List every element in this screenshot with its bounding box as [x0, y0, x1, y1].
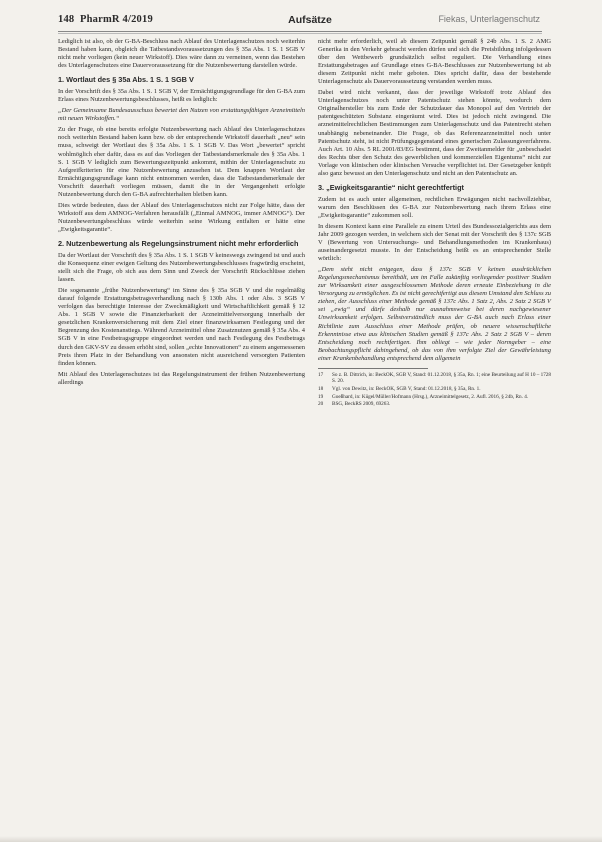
paragraph: Mit Ablauf des Unterlagenschutzes ist das Regelungsinstrument der frühen Nutzenbewertung allerdings	[58, 370, 305, 386]
footnote-number: 20	[318, 401, 324, 408]
paragraph: Da der Wortlaut der Vorschrift des § 35a Abs. 1 S. 1 SGB V keineswegs zwingend ist und auch die Konsequenz einer ewigen Geltung des Nutzenbewertungsbeschlusses fragwürdig erscheint, stellt sich die Frage, ob sich aus dem Sinn und Zweck der Vorschrift Rückschlüsse ziehen lassen.	[58, 251, 305, 284]
page-number: 148	[58, 14, 75, 25]
footnote-number: 17	[318, 371, 324, 378]
right-column	[318, 38, 551, 409]
section-label: Aufsätze	[288, 14, 332, 26]
paragraph: In diesem Kontext kann eine Parallele zu einem Urteil des Bundessozialgerichts aus dem Jahr 2009 gezogen werden, in welchem sich der Senat mit der Vorschrift des § 137c SGB V (Bewertung von Untersuchungs- und Behandlungsmethoden im Krankenhaus) auseinandergesetzt musste. In der Entscheidung heißt es an entsprechender Stelle wörtlich:	[318, 222, 551, 263]
paragraph: Die sogenannte „frühe Nutzenbewertung“ im Sinne des § 35a SGB V und die regelmäßig darauf folgende Erstattungsbetragsverhandlung nach § 130b Abs. 1 oder Abs. 3 SGB V verfolgen das berechtigte Interesse der Zweckmäßigkeit und Wirtschaftlichkeit gemäß § 12 Abs. 1 SGB V sowie die Finanzierbarkeit der Arzneimittelversorgung innerhalb der gesetzlichen Krankenversicherung mit dem Ziel einer finanzwirksamen Festlegung und der Begrenzung des Kostenanstiegs. Während Arzneimittel ohne Zusatznutzen gemäß § 35a Abs. 4 SGB V in eine Festbetragsgruppe eingeordnet werden und nach Festlegung des Festbetrags durch den GKV-SV zu dessen erhöht sind, sollen „echte Innovationen“ zu einem angemessenen Preis ihren Platz in der Behandlung von ansonsten nicht ausreichend versorgten Patienten finden können.	[58, 287, 305, 367]
page-edge-shadow	[0, 836, 602, 842]
quotation: „Der Gemeinsame Bundesausschuss bewertet den Nutzen von erstattungsfähigen Arzneimitteln mit neuen Wirkstoffen.“	[58, 107, 305, 123]
footnote	[318, 394, 551, 401]
footnote-text: BSG, BeckRS 2009, 69263.	[332, 401, 391, 408]
paragraph: Dies würde bedeuten, dass der Ablauf des Unterlagenschutzes nicht zur Folge hätte, dass der Wirkstoff aus dem AMNOG-Verfahren herausfällt („Einmal AMNOG, immer AMNOG“). Der Nutzenbewertungsbeschluss würde weiterhin seine Wirkung entfalten er hätte eine „Ewigkeitsgarantie“.	[58, 201, 305, 233]
footnotes	[318, 372, 551, 408]
footnote-text: Goeßhard, in: Kügel/Müller/Hofmann (Hrsg.), Arzneimittelgesetz, 2. Aufl. 2016, § 24b, Rn. 4.	[332, 393, 529, 400]
footnote-number: 19	[318, 393, 324, 400]
paragraph: Zudem ist es auch unter allgemeinen, rechtlichen Erwägungen nicht nachvollziehbar, warum den Beschlüssen des G-BA zur Nutzenbewertung nach ihrem Erlass eine „Ewigkeitsgarantie“ zukommen soll.	[318, 195, 551, 219]
section-heading: 2. Nutzenbewertung als Regelungsinstrument nicht mehr erforderlich	[58, 238, 299, 248]
paragraph: In der Vorschrift des § 35a Abs. 1 S. 1 SGB V, der Ermächtigungsgrundlage für den G-BA zum Erlass eines Nutzenbewertungsbeschlusses, heißt es lediglich:	[58, 88, 305, 104]
header-divider-secondary	[58, 33, 542, 34]
paragraph: Lediglich ist also, ob der G-BA-Beschluss nach Ablauf des Unterlagenschutzes noch weiterhin Bestand haben kann, obgleich die Tatbestandsvoraussetzungen des § 35a Abs. 1 S. 1 SGB V nicht mehr vorliegen (kein neuer Wirkstoff). Dies wäre dann zu verneinen, wenn das Bestehen des Unterlagenschutzes eine Dauervoraussetzung für die Nutzenbewertung darstellen würde.	[58, 38, 305, 70]
section-heading: 1. Wortlaut des § 35a Abs. 1 S. 1 SGB V	[58, 75, 194, 85]
footnote	[318, 386, 551, 393]
footnote-number: 18	[318, 385, 324, 392]
footnote	[318, 401, 551, 408]
section-heading: 3. „Ewigkeitsgarantie“ nicht gerechtfertigt	[318, 182, 464, 192]
footnote	[318, 372, 551, 385]
header-page-journal	[58, 14, 153, 25]
paragraph: Zu der Frage, ob eine bereits erfolgte Nutzenbewertung nach Ablauf des Unterlagenschutzes noch weiterhin Bestand haben kann bzw. ob der entsprechende Wirkstoff dauerhaft „neu“ sein muss, schweigt der Wortlaut des § 35a Abs. 1 S. 1 SGB V. Das Wort „bewertet“ spricht wohlmöglich eher dafür, dass es auf das Vorliegen der Tatbestandsmerkmale des § 35a Abs. 1 S. 1 SGB V lediglich zum Bewertungszeitpunkt ankommt, mithin der Unterlagenschutz zu Aufgreifkriterien für eine Nutzenbewertung anzusehen ist. Dem knappen Wortlaut der Ermächtigungsgrundlage kann nicht entnommen werden, dass die Tatbestandsmerkmale der Vorschrift dauerhaft vorliegen müssen, damit die in der Vergangenheit erfolgte Nutzenbewertung durch den G-BA aufrechterhalten bleiben kann.	[58, 126, 305, 198]
journal-name: PharmR 4/2019	[80, 14, 153, 25]
header-divider	[58, 31, 542, 32]
footnote-divider	[318, 368, 428, 369]
footnote-text: So z. B. Dittrich, in: BeckOK, SGB V, Stand: 01.12.2018, § 35a, Rn. 1; eine Beurteilung auf H 10 – 1728 S. 20.	[332, 371, 551, 385]
left-column	[58, 38, 305, 390]
paragraph: Dabei wird nicht verkannt, dass der jeweilige Wirkstoff trotz Ablauf des Unterlagenschutzes noch unter Patentschutz stehen könnte, wodurch dem Originalhersteller bis zum Ende der Schutzdauer das Monopol auf den Vertrieb der patentgeschützten Substanz eingeräumt wird. Dies ist jedoch nicht zwingend. Die arzneimittelrechtlichen Bestimmungen zum Unterlagenschutz und das Patentrecht stehen unabhängig nebeneinander. Die Frage, ob das Referenzarzneimittel noch unter Patentschutz steht, ist nicht Prüfungsgegenstand eines generischen Zulassungsverfahrens. Auch Art. 10 Abs. 5 RL 2001/83/EG bestimmt, dass der Zweitanmelder für „unbeschadet des Rechts über den Schutz des gewerblichen und kommerziellen Eigentums“ nicht zur Vorlage von klinischen oder klinischen Versuche verpflichtet ist. Der Gesetzgeber knüpft also ganz bewusst an den Unterlagenschutz und nicht an den Patentschutz an.	[318, 89, 551, 177]
running-title: Fiekas, Unterlagenschutz	[438, 14, 540, 24]
quotation: „Dem steht nicht entgegen, dass § 137c SGB V keinen ausdrücklichen Regelungsmechanismus bereithält, um im Falle zukünftig vorliegender positiver Studien zur Wirksamkeit einer ausgeschlossenen Methode deren erneute Einbeziehung in die Versorgung zu ermöglichen. Es ist nicht gerechtfertigt aus diesem Umstand den Schluss zu ziehen, der Ausschluss einer Methode gemäß § 137c Abs. 1 Satz 2, Abs. 2 Satz 2 SGB V sei „ewig“ und dürfe deshalb nur ausnahmsweise bei deren nachgewiesener Unwirksamkeit erfolgen. Selbstverständlich muss der G-BA auch nach Erlass einer Richtlinie zum Ausschluss einer Methode prüfen, ob neuere wissenschaftliche Erkenntnisse etwa aus klinischen Studien gemäß § 137c Abs. 2 Satz 2 SGB V – deren Entscheidung noch rechtfertigen. Ihm obliegt – wie jeder Normgeber – eine Beobachtungspflicht dahingehend, ob das von ihm verfolgte Ziel der Gewährleistung einer Krankenbehandlung entsprechend dem allgemein	[318, 266, 551, 362]
paragraph: nicht mehr erforderlich, weil ab diesem Zeitpunkt gemäß § 24b Abs. 1 S. 2 AMG Generika in den Verkehr gebracht werden dürfen und sich die Preisbildung infolgedessen über den Wettbewerb grundsätzlich selbst reguliert. Die Verhandlung eines Erstattungsbetrages auf Grundlage eines G-BA-Beschlusses zur Nutzenbewertung ist ab diesem Zeitpunkt nicht mehr geboten. Dies spricht dafür, dass der bestehende Unterlagenschutz als Dauervoraussetzung verstanden werden muss.	[318, 38, 551, 86]
footnote-text: Vgl. von Dewitz, in: BeckOK, SGB V, Stand: 01.12.2018, § 35a, Rn. 1.	[332, 385, 481, 392]
